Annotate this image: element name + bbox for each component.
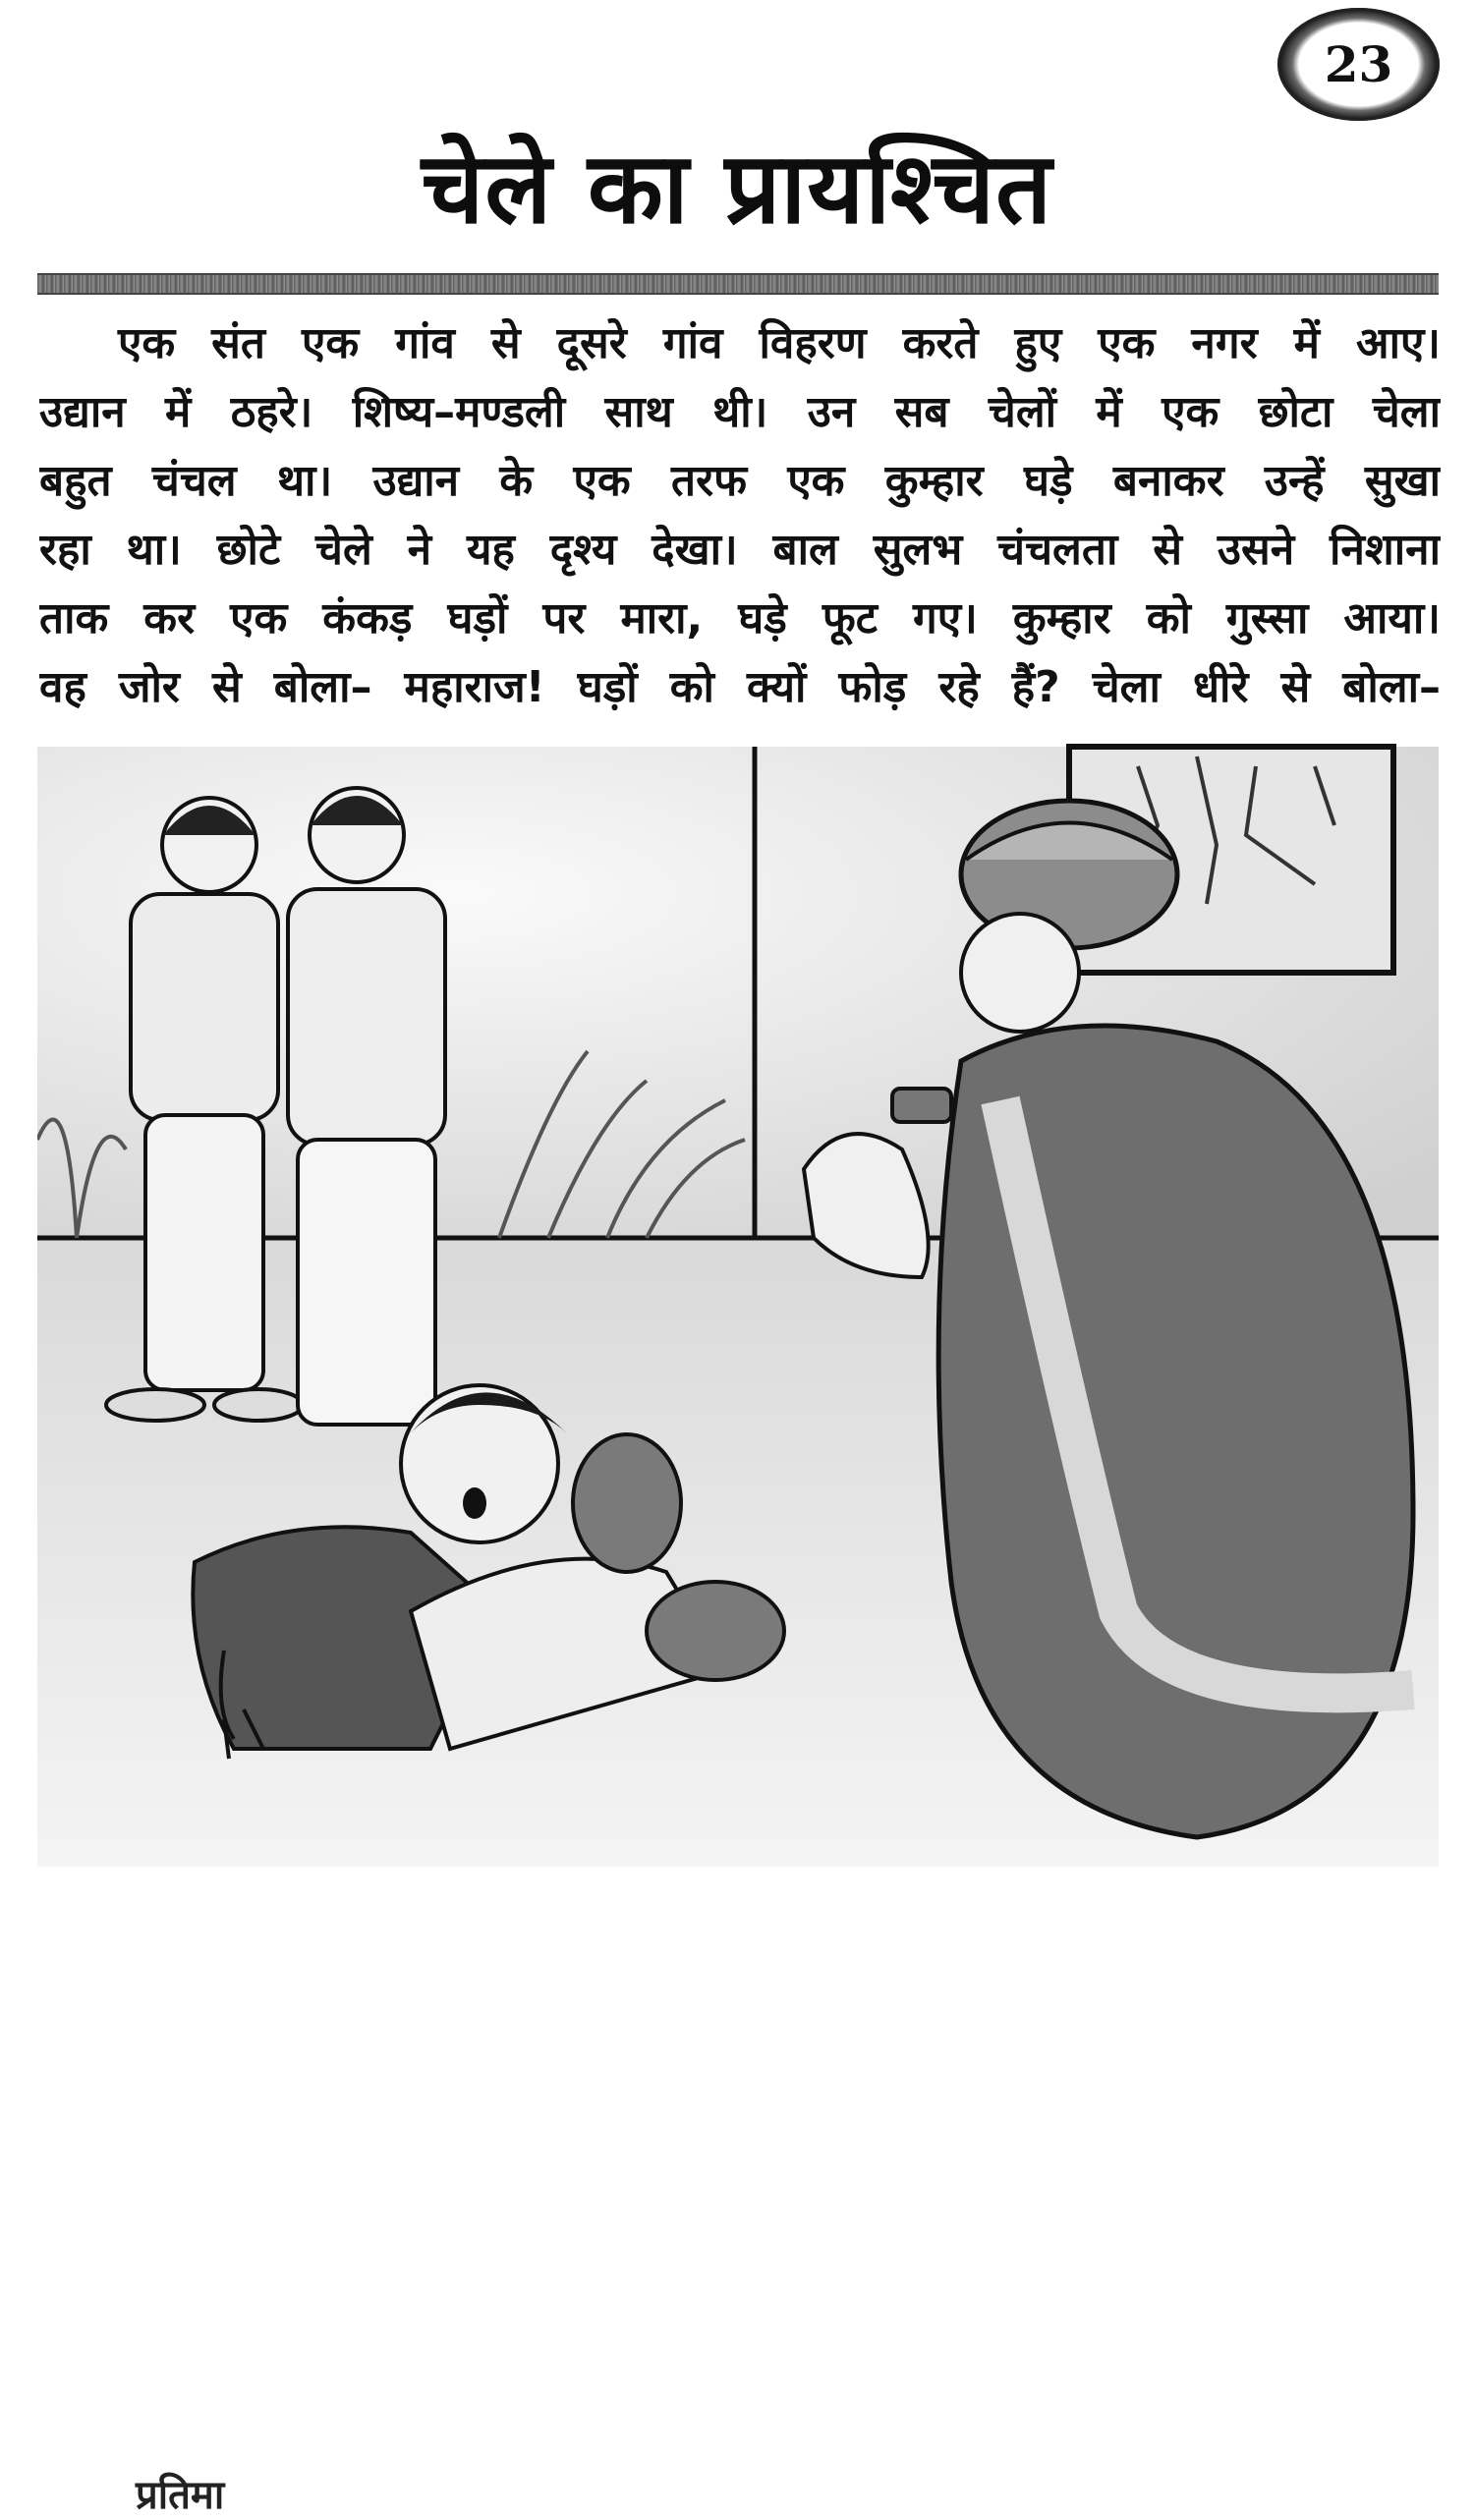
story-text — [39, 309, 1441, 722]
story-line: एक संत एक गांव से दूसरे गांव विहरण करते हुए एक नगर में आए। — [118, 318, 1441, 368]
story-line: रहा था। छोटे चेले ने यह दृश्य देखा। बाल सुलभ चंचलता से उसने निशाना — [39, 525, 1441, 575]
page-number: 23 — [1324, 35, 1393, 93]
story-line: बहुत चंचल था। उद्यान के एक तरफ एक कुम्हार घड़े बनाकर उन्हें सुखा — [39, 456, 1441, 506]
artist-signature: प्रतिमा — [136, 2473, 225, 2518]
page-title: चेले का प्रायश्चित — [421, 131, 1053, 246]
story-line: वह जोर से बोला– महाराज! घड़ों को क्यों फोड़ रहे हैं? चेला धीरे से बोला– — [39, 662, 1441, 712]
page-number-badge — [1277, 8, 1440, 121]
story-line: ताक कर एक कंकड़ घड़ों पर मारा, घड़े फूट गए। कुम्हार को गुस्सा आया। — [39, 593, 1441, 644]
illustration-drawing — [37, 727, 1439, 1867]
story-illustration — [37, 727, 1439, 2518]
title-divider — [37, 273, 1439, 295]
story-line: उद्यान में ठहरे। शिष्य–मण्डली साथ थी। उन सब चेलों में एक छोटा चेला — [39, 387, 1441, 437]
pebble — [892, 1089, 951, 1122]
